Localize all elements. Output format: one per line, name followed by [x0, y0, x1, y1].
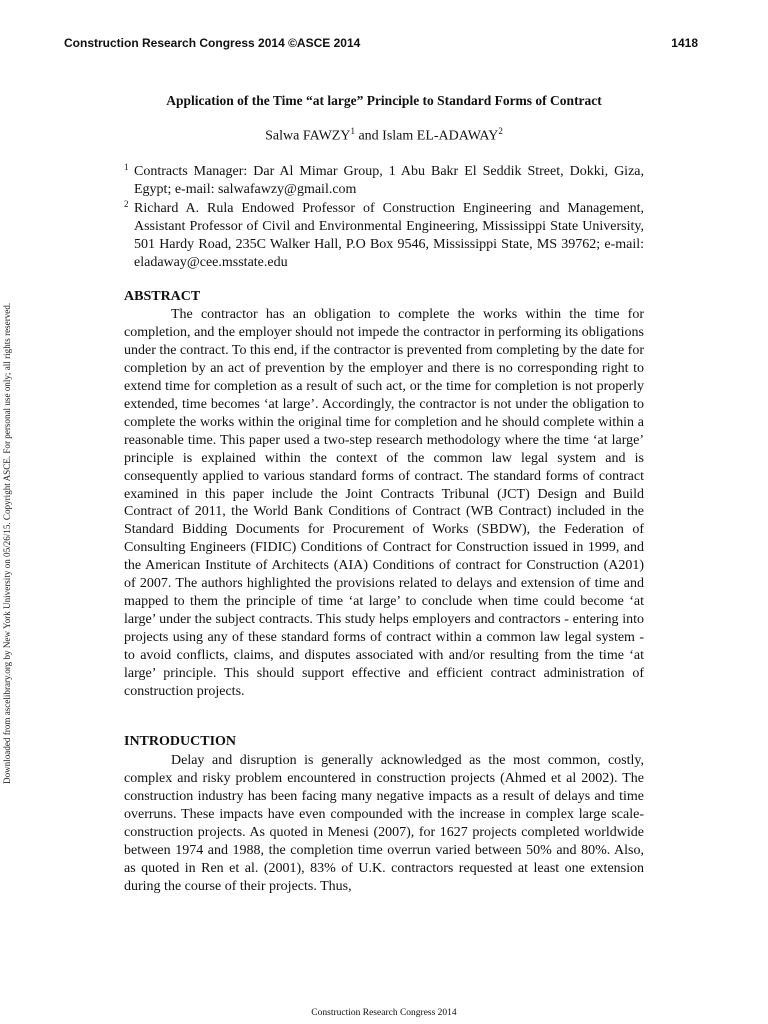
introduction-paragraph: Delay and disruption is generally acknowledged as the most common, costly, complex and risky problem encountered in construction projects (Ahmed et al 2002). The construction industry has been facing many negative impacts as a result of delays and time overruns. These impacts have even compounded with the increase in complex large scale-construction projects. As quoted in Menesi (2007), for 1627 projects completed worldwide between 1974 and 1988, the completion time overrun varied between 50% and 80%. Also, as quoted in Ren et al. (2001), 83% of U.K. contractors requested at least one extension during the course of their projects. Thus, [124, 753, 644, 894]
author-affiliation-mark: 2 [498, 126, 503, 136]
affiliation-1 [124, 163, 644, 199]
affiliation-number: 2 [124, 199, 129, 209]
page-footer: Construction Research Congress 2014 [311, 1008, 457, 1018]
author-affiliation-mark: 1 [350, 126, 355, 136]
author-name: and Islam EL-ADAWAY [354, 128, 499, 144]
paper-title: Application of the Time “at large” Principle to Standard Forms of Contract [166, 93, 602, 108]
affiliation-text: Contracts Manager: Dar Al Mimar Group, 1 Abu Bakr El Seddik Street, Dokki, Giza, Egypt; e-mail: salwafawzy@gmail.com [134, 164, 644, 197]
author-name: Salwa FAWZY [265, 128, 351, 144]
abstract-paragraph: The contractor has an obligation to complete the works within the time for completion, and the employer should not impede the contractor in performing its obligations under the contract. To this end, if the contractor is prevented from completing by the date for completion by an act of prevention by the employer and there is no corresponding right to extend time for completion as a result of such act, or the time for completion is not properly extended, time becomes ‘at large’. Accordingly, the contractor is not under the obligation to complete the works within the original time for completion and he should complete within a reasonable time. This paper used a two-step research methodology where the time ‘at large’ principle is explained within the context of the common law legal system and is consequently applied to various standard forms of contract. The standard forms of contract examined in this paper include the Joint Contracts Tribunal (JCT) Design and Build Contract of 2011, the World Bank Conditions of Contract (WB Contract) included in the Standard Bidding Documents for Procurement of Works (SBDW), the Federation of Consulting Engineers (FIDIC) Conditions of Contract for Construction issued in 1999, and the American Institute of Architects (AIA) Conditions of contract for Construction (A201) of 2007. The authors highlighted the provisions related to delays and extension of time and mapped to them the principle of time ‘at large’ to conclude when time could become ‘at large’ under the subject contracts. This study helps employers and contractors - entering into projects using any of these standard forms of contract within a common law legal system - to avoid conflicts, claims, and disputes associated with and/or resulting from the time ‘at large’ principle. This should support effective and efficient contract administration of construction projects. [124, 307, 644, 700]
download-notice: Downloaded from ascelibrary.org by New York University on 05/26/15. Copyright ASCE. For personal use only; all rights reserved. [2, 302, 12, 784]
affiliation-2 [124, 200, 644, 272]
introduction-heading: INTRODUCTION [124, 734, 237, 749]
abstract-heading: ABSTRACT [124, 289, 201, 304]
affiliation-text: Richard A. Rula Endowed Professor of Construction Engineering and Management, Assistant Professor of Civil and Environmental Engineering, Mississippi State University, 501 Hardy Road, 235C Walker Hall, P.O Box 9546, Mississippi State, MS 39762; e-mail: eladaway@cee.msstate.edu [134, 201, 644, 270]
running-head [64, 36, 698, 52]
author-line [124, 126, 644, 145]
page-number: 1418 [671, 36, 698, 50]
affiliation-number: 1 [124, 162, 129, 172]
running-head-title: Construction Research Congress 2014 ©ASCE 2014 [64, 36, 361, 50]
